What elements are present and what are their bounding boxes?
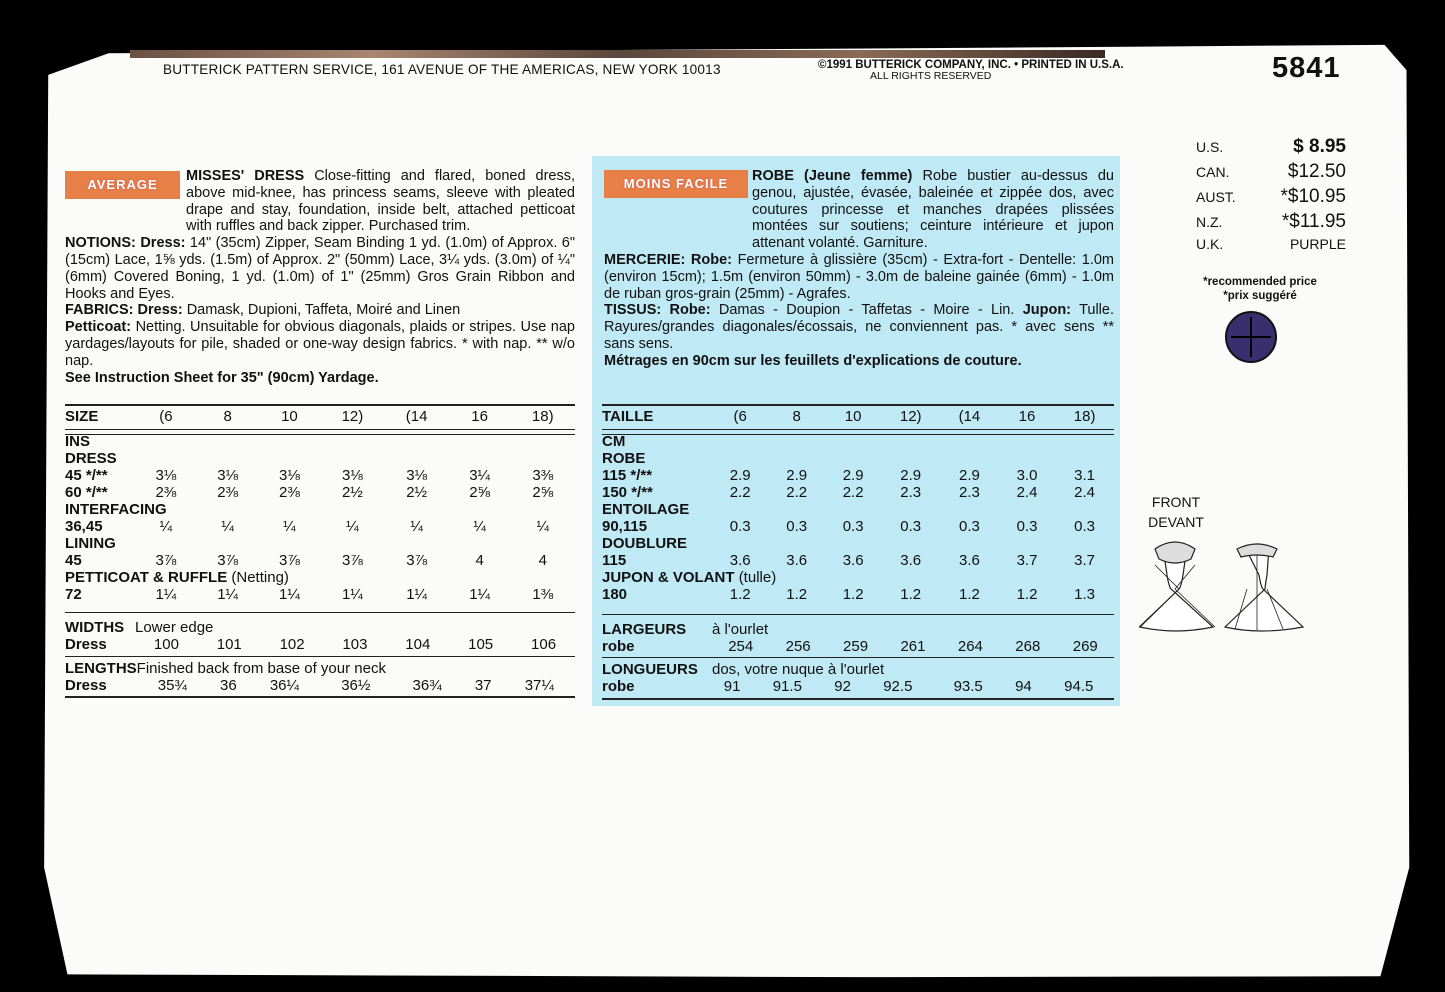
- table-cell: 1¼: [341, 586, 363, 603]
- table-cell: 3⅛: [406, 467, 428, 484]
- tissus-label: TISSUS: Robe:: [604, 302, 711, 319]
- table-cell: 259: [843, 638, 869, 655]
- recommended-en: *recommended price: [1203, 276, 1317, 288]
- widths-header-row: [65, 619, 575, 636]
- table-cell: 35¾: [157, 677, 187, 694]
- widths-row-label: Dress: [65, 636, 107, 653]
- table-cell: 1¼: [469, 586, 491, 603]
- dress-back-sketch: [1225, 544, 1303, 631]
- description-text-en: Close-fitting and flared, boned dress, above mid-knee, has princess seams, sleeve with pleated drape and stay, foundation, inside belt, attached petticoat with ruffles and back zipper. Purchased trim.: [186, 168, 575, 235]
- notions-label: NOTIONS:: [65, 235, 136, 252]
- table-cell: 1.2: [958, 586, 980, 603]
- lengths-values-row: [65, 677, 575, 694]
- widths-sub: Lower edge: [135, 619, 214, 636]
- row-label: 115: [602, 552, 627, 569]
- table-cell: 0.3: [842, 518, 864, 535]
- lengths-sub: dos, votre nuque à l'ourlet: [712, 661, 885, 678]
- table-cell: 3⅞: [406, 552, 428, 569]
- size-header: (6: [159, 408, 173, 425]
- table-row: [602, 501, 1114, 518]
- table-cell: 3.6: [900, 552, 922, 569]
- lengths-table-en: [65, 660, 575, 694]
- size-header: 10: [281, 408, 298, 425]
- table-cell: 4: [538, 552, 547, 569]
- table-cell: 102: [279, 636, 305, 653]
- table-cell: 3⅞: [341, 552, 363, 569]
- table-cell: 3¼: [469, 467, 491, 484]
- row-label: 36,45: [65, 518, 103, 535]
- table-cell: 1¼: [217, 586, 239, 603]
- instruction-note: See Instruction Sheet for 35" (90cm) Yardage.: [65, 369, 379, 386]
- metrages-note: Métrages en 90cm sur les feuillets d'explications de couture.: [604, 352, 1022, 369]
- top-photo-strip: [130, 50, 1105, 58]
- row-note: (tulle): [738, 569, 777, 586]
- table-top-rule-fr: [602, 404, 1114, 406]
- table-cell: 104: [405, 636, 431, 653]
- price-value: PURPLE: [1289, 236, 1346, 252]
- table-row: [602, 450, 1114, 467]
- lengths-rule-en: [65, 656, 575, 657]
- table-cell: 37¼: [524, 677, 554, 694]
- table-cell: 1⅜: [532, 586, 554, 603]
- size-header-row: [65, 408, 575, 425]
- table-cell: 269: [1072, 638, 1098, 655]
- table-cell: 1.2: [729, 586, 751, 603]
- mercerie-label: MERCERIE: Robe:: [604, 251, 732, 268]
- price-country: AUST.: [1196, 189, 1236, 205]
- price-value: *$10.95: [1280, 186, 1346, 207]
- lengths-header-row: [65, 660, 575, 677]
- table-row: [65, 569, 575, 586]
- dress-illustration: [1135, 535, 1310, 635]
- price-row: [1196, 211, 1346, 236]
- price-list: [1196, 136, 1346, 261]
- table-cell: 2⅜: [217, 484, 239, 501]
- table-row: [65, 450, 575, 467]
- table-cell: 0.3: [958, 518, 980, 535]
- table-cell: 0.3: [1074, 518, 1096, 535]
- table-cell: 2½: [341, 484, 363, 501]
- table-row: [65, 535, 575, 552]
- size-header-row: [602, 408, 1114, 425]
- row-label: 45: [65, 552, 82, 569]
- publisher-address: BUTTERICK PATTERN SERVICE, 161 AVENUE OF THE AMERICAS, NEW YORK 10013: [163, 62, 721, 77]
- price-country: N.Z.: [1196, 214, 1223, 230]
- jupon-label: Jupon:: [1022, 302, 1072, 319]
- mercerie-text: Fermeture à glissière (35cm) - Extra-fort - Dentelle: 1.0m (environ 15cm); 1.5m (environ 50mm) - 3.0m de baleine gainée (6mm) - 1.0m de ruban gros-grain (25mm) - Agrafes.: [604, 251, 1114, 302]
- row-label: 115 */**: [602, 467, 653, 484]
- front-label: FRONT: [1151, 494, 1201, 510]
- table-cell: 268: [1015, 638, 1041, 655]
- table-row: [65, 433, 575, 450]
- table-row: [602, 518, 1114, 535]
- table-row: [602, 433, 1114, 450]
- table-cell: ¼: [283, 518, 296, 535]
- table-cell: 94.5: [1064, 678, 1094, 695]
- table-cell: 3.6: [786, 552, 808, 569]
- table-cell: 0.3: [786, 518, 808, 535]
- widths-values-row: [65, 636, 575, 653]
- table-cell: 254: [728, 638, 754, 655]
- price-country: U.S.: [1196, 139, 1224, 155]
- table-cell: 0.3: [729, 518, 751, 535]
- table-cell: 3⅞: [217, 552, 239, 569]
- table-cell: 2.9: [958, 467, 980, 484]
- table-row: [65, 484, 575, 501]
- table-cell: 1.2: [900, 586, 922, 603]
- table-row: [65, 467, 575, 484]
- table-cell: 2.4: [1074, 484, 1096, 501]
- table-cell: 264: [957, 638, 983, 655]
- table-row: [65, 501, 575, 518]
- table-cell: ¼: [346, 518, 359, 535]
- lengths-sub: Finished back from base of your neck: [136, 660, 386, 677]
- price-value: $12.50: [1287, 161, 1346, 182]
- table-cell: ¼: [410, 518, 423, 535]
- lengths-header-row: [602, 661, 1114, 678]
- row-label: 45 */**: [65, 467, 108, 484]
- row-label: DOUBLURE: [602, 535, 687, 552]
- table-cell: 3⅛: [155, 467, 177, 484]
- table-cell: 261: [900, 638, 926, 655]
- table-cell: 4: [475, 552, 484, 569]
- table-row: [65, 552, 575, 569]
- table-cell: ¼: [221, 518, 234, 535]
- table-cell: 2.2: [842, 484, 864, 501]
- table-cell: 36½: [341, 677, 371, 694]
- table-top-rule-en: [65, 404, 575, 406]
- price-row: [1196, 236, 1346, 261]
- table-cell: 3⅛: [217, 467, 239, 484]
- recommended-price-note: [1180, 275, 1340, 303]
- devant-label: DEVANT: [1148, 514, 1204, 530]
- table-cell: 2⅜: [278, 484, 300, 501]
- price-row: [1196, 136, 1346, 161]
- row-label: 72: [65, 586, 82, 603]
- table-row: [602, 535, 1114, 552]
- table-cell: 105: [468, 636, 494, 653]
- size-header: 8: [792, 408, 801, 425]
- table-cell: 0.3: [1016, 518, 1038, 535]
- rights-line: ALL RIGHTS RESERVED: [870, 70, 992, 82]
- table-cell: 2.9: [900, 467, 922, 484]
- row-label: PETTICOAT & RUFFLE (Netting): [65, 569, 289, 586]
- fabrics-text: Damask, Dupioni, Taffeta, Moiré and Linen: [186, 302, 461, 319]
- table-cell: 1.2: [842, 586, 864, 603]
- table-cell: 1.2: [786, 586, 808, 603]
- table-row: [65, 518, 575, 535]
- row-label: 180: [602, 586, 628, 603]
- table-cell: 3.7: [1016, 552, 1038, 569]
- price-country: U.K.: [1196, 236, 1224, 252]
- size-header: 12): [899, 408, 922, 425]
- table-cell: 2.2: [729, 484, 751, 501]
- pattern-number: 5841: [1272, 52, 1341, 84]
- title-en: MISSES' DRESS: [186, 168, 305, 184]
- notions-text: 14" (35cm) Zipper, Seam Binding 1 yd. (1.0m) of Approx. 6" (15cm) Lace, 1⅝ yds. (1.5m) of Approx. 2" (50mm) Lace, 3¼ yds. (3.0m) of ¼" (6mm) Covered Boning, 1 yd. (1.0m) of 1" (25mm) Gros Grain Ribbon and Hooks and Eyes.: [65, 235, 575, 302]
- table-cell: 36¼: [269, 677, 300, 694]
- table-cell: 2.3: [958, 484, 980, 501]
- row-label: INTERFACING: [65, 501, 167, 518]
- table-cell: 1¼: [406, 586, 428, 603]
- widths-values-row: [602, 638, 1114, 655]
- table-row: [602, 586, 1114, 603]
- table-cell: 2⅝: [532, 484, 554, 501]
- size-header: (14: [958, 408, 981, 425]
- table-cell: 94: [1015, 678, 1032, 695]
- table-cell: 3.0: [1016, 467, 1038, 484]
- copyright-notice: [818, 60, 1124, 82]
- size-header: 10: [844, 408, 862, 425]
- row-label: DRESS: [65, 450, 117, 467]
- table-cell: 3⅞: [278, 552, 300, 569]
- size-header: 16: [1018, 408, 1036, 425]
- table-cell: 3⅞: [155, 552, 177, 569]
- table-cell: ¼: [473, 518, 486, 535]
- table-cell: 3.6: [958, 552, 980, 569]
- yardage-table-en: [65, 408, 575, 603]
- row-label: LINING: [65, 535, 116, 552]
- petticoat-text: Netting. Unsuitable for obvious diagonals, plaids or stripes. Use nap yardages/layouts for pile, shaded or one-way design fabrics. * with nap. ** w/o nap.: [65, 319, 575, 369]
- table-cell: 92: [834, 678, 851, 695]
- row-note: (Netting): [231, 569, 289, 586]
- recommended-fr: *prix suggéré: [1223, 290, 1297, 302]
- size-header: 8: [223, 408, 232, 425]
- table-cell: 2.3: [900, 484, 922, 501]
- difficulty-badge-en: AVERAGE: [65, 171, 180, 199]
- size-label: SIZE: [65, 408, 99, 425]
- lengths-values-row: [602, 678, 1114, 695]
- table-cell: 1¼: [278, 586, 300, 603]
- lengths-rule-fr: [602, 657, 1114, 658]
- widths-table-en: [65, 619, 575, 653]
- row-label: INS: [65, 433, 91, 450]
- lengths-row-label: Dress: [65, 677, 107, 694]
- description-en: MISSES' DRESS Close-fitting and flared, boned dress, above mid-knee, has princess seams, sleeve with pleated drape and stay, foundation, inside belt, attached petticoat with ruffles and back zipper. Purchased trim. NOTIONS: Dress: 14" (35cm) Zipper, Seam Binding 1 yd. (1.0m) of Approx. 6" (15cm) Lace, 1⅝ yds. (1.5m) of Approx. 2" (50mm) Lace, 3¼ yds. (3.0m) of ¼" (6mm) Covered Boning, 1 yd. (1.0m) of 1" (25mm) Gros Grain Ribbon and Hooks and Eyes. FABRICS: Dress: Damask, Dupioni, Taffeta, Moiré and Linen Petticoat: Netting. Unsuitable for obvious diagonals, plaids or stripes. Use nap yardages/layouts for pile, shaded or one-way design fabrics. * with nap. ** w/o nap. See Instruction Sheet for 35" (90cm) Yardage.: [65, 168, 575, 386]
- row-label: 90,115: [602, 518, 648, 535]
- tissus-text: Damas - Doupion - Taffetas - Moire - Lin.: [718, 302, 1015, 319]
- table-cell: 3⅜: [532, 467, 554, 484]
- table-cell: 2½: [406, 484, 428, 501]
- yardage-table-fr: [602, 408, 1114, 603]
- size-header: (14: [405, 408, 428, 425]
- table-cell: 36: [220, 677, 237, 694]
- table-cell: ¼: [536, 518, 549, 535]
- purple-category-icon: [1225, 311, 1277, 363]
- title-fr: ROBE (Jeune femme): [752, 168, 913, 184]
- table-cell: 3.7: [1074, 552, 1096, 569]
- table-cell: 3⅛: [341, 467, 363, 484]
- size-header: 12): [341, 408, 364, 425]
- size-label: TAILLE: [602, 408, 654, 425]
- row-label: 150 */**: [602, 484, 653, 501]
- figure-labels: [1140, 492, 1212, 532]
- table-cell: 93.5: [953, 678, 983, 695]
- difficulty-badge-fr: MOINS FACILE: [604, 170, 748, 198]
- widths-table-fr: [602, 621, 1114, 655]
- widths-rule-en: [65, 612, 575, 613]
- table-row: [602, 484, 1114, 501]
- table-cell: 3.1: [1074, 467, 1096, 484]
- table-cell: 1¼: [155, 586, 177, 603]
- table-cell: 3.6: [729, 552, 751, 569]
- size-header: 16: [471, 408, 488, 425]
- table-cell: 101: [216, 636, 242, 653]
- table-cell: 1.2: [1016, 586, 1038, 603]
- table-cell: 2⅝: [469, 484, 491, 501]
- widths-rule-fr: [602, 614, 1114, 615]
- description-fr: [604, 168, 1114, 370]
- table-cell: 1.3: [1074, 586, 1096, 603]
- size-header: (6: [733, 408, 747, 425]
- widths-label: WIDTHS: [65, 619, 125, 636]
- table-cell: 0.3: [900, 518, 922, 535]
- table-cell: 2.4: [1016, 484, 1038, 501]
- table-cell: 2⅜: [155, 484, 177, 501]
- widths-header-row: [602, 621, 1114, 638]
- row-label: ROBE: [602, 450, 646, 467]
- table-cell: 100: [153, 636, 179, 653]
- copyright-line: ©1991 BUTTERICK COMPANY, INC. • PRINTED IN U.S.A.: [818, 59, 1124, 71]
- dress-front-sketch: [1139, 542, 1215, 631]
- size-header: 18): [531, 408, 554, 425]
- table-cell: 2.9: [842, 467, 864, 484]
- table-bottom-rule-en: [65, 696, 575, 698]
- table-cell: 37: [474, 677, 492, 694]
- table-cell: 91.5: [772, 678, 802, 695]
- table-row: [602, 569, 1114, 586]
- table-cell: 2.9: [729, 467, 751, 484]
- price-row: [1196, 186, 1346, 211]
- table-cell: 256: [785, 638, 811, 655]
- lengths-label: LENGTHS: [65, 660, 137, 677]
- table-cell: 106: [531, 636, 557, 653]
- lengths-label: LONGUEURS: [602, 661, 698, 678]
- table-cell: 91: [723, 678, 741, 695]
- jupon-text: Tulle. Rayures/grandes diagonales/écossais, ne conviennent pas. * avec sens ** sans sens.: [604, 302, 1114, 352]
- lengths-table-fr: [602, 661, 1114, 695]
- size-header: 18): [1073, 408, 1096, 425]
- widths-label: LARGEURS: [602, 621, 687, 638]
- table-row: [602, 467, 1114, 484]
- row-label: JUPON & VOLANT (tulle): [602, 569, 777, 586]
- table-cell: ¼: [159, 518, 173, 535]
- lengths-row-label: robe: [602, 678, 635, 695]
- row-label: CM: [602, 433, 626, 450]
- row-label: ENTOILAGE: [602, 501, 690, 518]
- row-label: 60 */**: [65, 484, 108, 501]
- table-row: [65, 586, 575, 603]
- table-cell: 3.6: [842, 552, 864, 569]
- price-country: CAN.: [1196, 164, 1230, 180]
- table-cell: 3⅛: [278, 467, 300, 484]
- price-value: *$11.95: [1281, 211, 1346, 232]
- table-cell: 2.9: [786, 467, 808, 484]
- table-cell: 36¾: [412, 677, 442, 694]
- fabrics-label: FABRICS:: [65, 302, 134, 319]
- table-cell: 92.5: [883, 678, 913, 695]
- table-bottom-rule-fr: [602, 698, 1114, 700]
- price-row: [1196, 161, 1346, 186]
- widths-sub: à l'ourlet: [712, 621, 769, 638]
- widths-row-label: robe: [602, 638, 635, 655]
- table-cell: 2.2: [786, 484, 808, 501]
- description-text-fr: Robe bustier au-dessus du genou, ajustée, évasée, baleinée et zippée dos, avec coutures princesse et manches drapées plissées montées sur soutiens; ceinture intérieure et jupon attenant volanté. Garniture.: [752, 168, 1114, 252]
- price-value: $ 8.95: [1293, 136, 1346, 157]
- petticoat-label: Petticoat:: [65, 319, 132, 336]
- table-row: [602, 552, 1114, 569]
- table-cell: 103: [342, 636, 368, 653]
